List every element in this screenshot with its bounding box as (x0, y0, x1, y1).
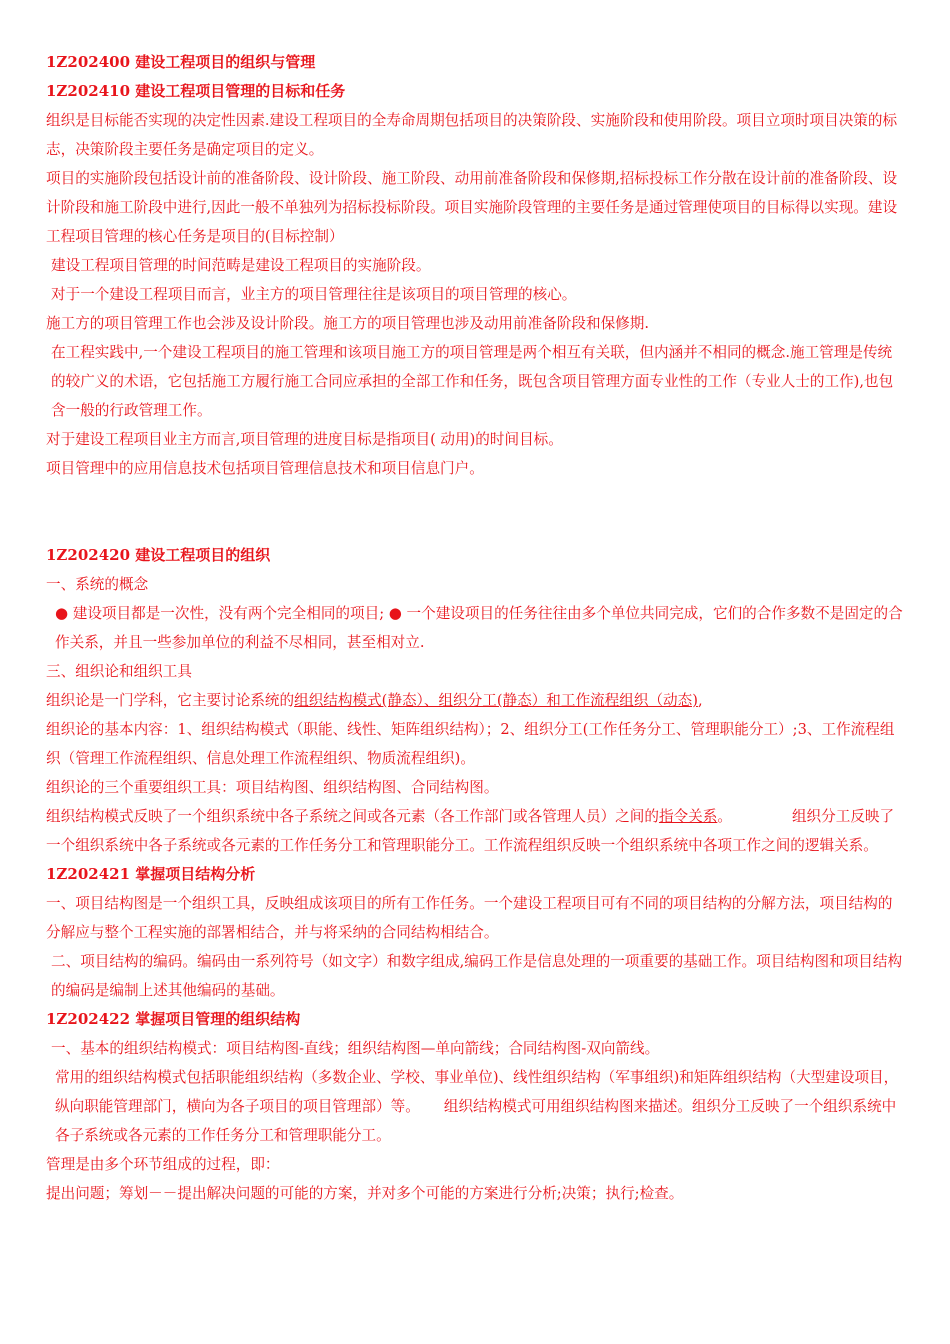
paragraph: 二、项目结构的编码。编码由一系列符号（如文字）和数字组成,编码工作是信息处理的一项重要的基础工作。项目结构图和项目结构的编码是编制上述其他编码的基础。 (51, 953, 903, 999)
section-title-1z202420: 1Z202420 建设工程项目的组织 (46, 546, 271, 564)
paragraph (46, 802, 906, 860)
section-title-1z202421: 1Z202421 掌握项目结构分析 (46, 865, 256, 883)
paragraph: 组织是目标能否实现的决定性因素.建设工程项目的全寿命周期包括项目的决策阶段、实施阶段和使用阶段。项目立项时项目决策的标志，决策阶段主要任务是确定项目的定义。 (46, 112, 898, 158)
paragraph: 施工方的项目管理工作也会涉及设计阶段。施工方的项目管理也涉及动用前准备阶段和保修期. (46, 315, 649, 332)
paragraph-part: 常用的组织结构模式包括职能组织结构（多数企业、学校、事业单位)、线性组织结构（军事组织)和矩阵组织结构（大型建设项目，纵向职能管理部门，横向为各子项目的项目管理部）等。 (55, 1069, 899, 1115)
paragraph: 管理是由多个环节组成的过程，即： (46, 1156, 280, 1173)
paragraph: 对于建设工程项目业主方而言,项目管理的进度目标是指项目( 动用)的时间目标。 (46, 431, 563, 448)
paragraph: 在工程实践中,一个建设工程项目的施工管理和该项目施工方的项目管理是两个相互有关联，但内涵并不相同的概念.施工管理是传统的较广义的术语，它包括施工方履行施工合同应承担的全部工作和任务，既包含项目管理方面专业性的工作（专业人士的工作),也包含一般的行政管理工作。 (51, 344, 894, 419)
section-title-1z202422: 1Z202422 掌握项目管理的组织结构 (46, 1010, 301, 1028)
paragraph (46, 686, 906, 715)
org-mode-suffix: 。 (717, 808, 732, 825)
paragraph: 建设工程项目管理的时间范畴是建设工程项目的实施阶段。 (51, 257, 431, 274)
paragraph: 组织论的三个重要组织工具：项目结构图、组织结构图、合同结构图。 (46, 779, 499, 796)
org-intro-prefix: 组织论是一门学科，它主要讨论系统的 (46, 692, 295, 709)
system-heading: 一、系统的概念 (46, 576, 149, 593)
paragraph: 提出问题；筹划－－提出解决问题的可能的方案，并对多个可能的方案进行分析;决策；执行;检查。 (46, 1185, 684, 1202)
paragraph: 一、基本的组织结构模式：项目结构图-直线；组织结构图—单向箭线；合同结构图-双向箭线。 (51, 1040, 660, 1057)
section-title-1z202400: 1Z202400 建设工程项目的组织与管理 (46, 53, 316, 71)
org-heading: 三、组织论和组织工具 (46, 663, 192, 680)
bullet-dot-icon: ● (55, 604, 69, 622)
org-intro-underlined: 组织结构模式(静态）、组织分工(静态）和工作流程组织（动态) (294, 692, 698, 709)
paragraph: 对于一个建设工程项目而言，业主方的项目管理往往是该项目的项目管理的核心。 (51, 286, 577, 303)
section-title-1z202410: 1Z202410 建设工程项目管理的目标和任务 (46, 82, 346, 100)
bullet-dot-icon: ● (388, 604, 402, 622)
bullet-text: 一个建设项目的任务往往由多个单位共同完成，它们的合作多数不是固定的合作关系，并且一些参加单位的利益不尽相同，甚至相对立. (55, 605, 903, 651)
paragraph: 组织论的基本内容：1、组织结构模式（职能、线性、矩阵组织结构）；2、组织分工(工作任务分工、管理职能分工）;3、工作流程组织（管理工作流程组织、信息处理工作流程组织、物质流程组织)。 (46, 721, 895, 767)
spacer (46, 483, 906, 541)
bullet-paragraph (46, 599, 906, 657)
paragraph-part: 组织结构模式可用组织结构图来描述。组织分工反映了一个组织系统中各子系统或各元素的工作任务分工和管理职能分工。 (55, 1098, 897, 1144)
org-intro-suffix: , (697, 692, 703, 709)
paragraph: 项目管理中的应用信息技术包括项目管理信息技术和项目信息门户。 (46, 460, 484, 477)
org-mode-prefix: 组织结构模式反映了一个组织系统中各子系统之间或各元素（各工作部门或各管理人员）之间的 (46, 808, 659, 825)
paragraph (46, 1063, 906, 1150)
org-mode-rest: 组织分工反映了一个组织系统中各子系统或各元素的工作任务分工和管理职能分工。工作流程组织反映一个组织系统中各项工作之间的逻辑关系。 (46, 808, 895, 854)
bullet-text: 建设项目都是一次性，没有两个完全相同的项目; (72, 605, 385, 622)
paragraph: 项目的实施阶段包括设计前的准备阶段、设计阶段、施工阶段、动用前准备阶段和保修期,招标投标工作分散在设计前的准备阶段、设计阶段和施工阶段中进行,因此一般不单独列为招标投标阶段。项目实施阶段管理的主要任务是通过管理使项目的目标得以实现。建设工程项目管理的核心任务是项目的(目标控制） (46, 170, 898, 245)
paragraph: 一、项目结构图是一个组织工具，反映组成该项目的所有工作任务。一个建设工程项目可有不同的项目结构的分解方法，项目结构的分解应与整个工程实施的部署相结合，并与将采纳的合同结构相结合。 (46, 895, 893, 941)
org-mode-underlined: 指令关系 (658, 808, 718, 825)
